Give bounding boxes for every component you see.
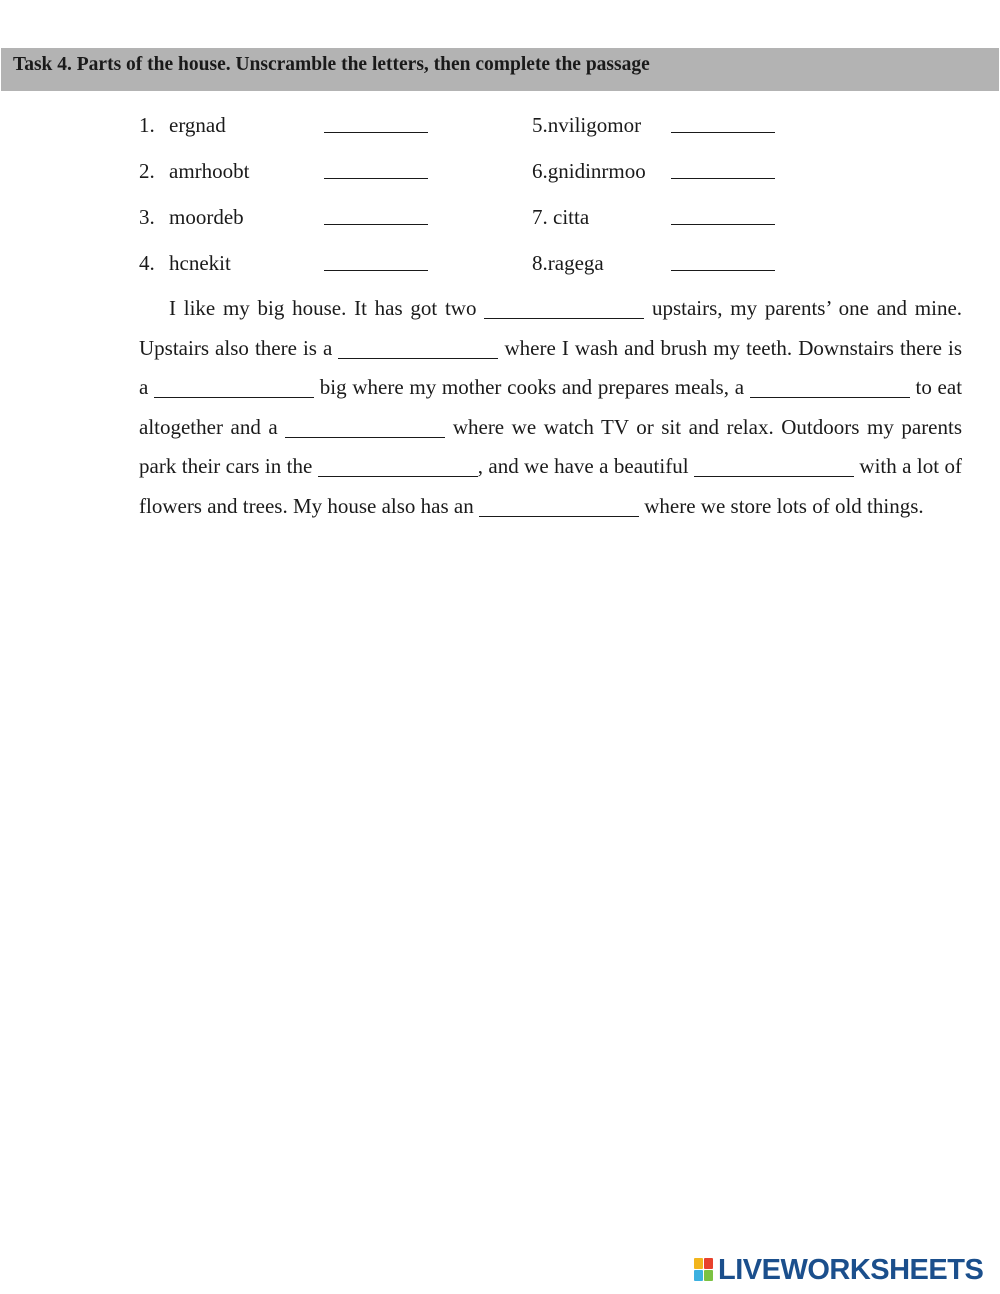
scrambled-word: amrhoobt xyxy=(169,159,250,183)
scrambled-word: moordeb xyxy=(169,205,244,229)
scrambled-word: ergnad xyxy=(169,113,226,137)
scrambled-word: 7. citta xyxy=(532,205,590,229)
answer-blank-8[interactable] xyxy=(671,250,775,271)
passage-blank-8[interactable] xyxy=(479,494,639,517)
passage-text: where I wash and brush my teeth. Downstairs there is a xyxy=(139,335,962,399)
word-item-1 xyxy=(139,110,459,140)
word-item-5 xyxy=(532,110,792,140)
passage-text: I like my big house. It has got two xyxy=(169,296,477,320)
word-item-6 xyxy=(532,156,792,186)
answer-blank-3[interactable] xyxy=(324,204,428,225)
mark-square xyxy=(694,1258,703,1269)
passage-text: big where my mother cooks and prepares meals, a xyxy=(319,375,745,399)
passage-text: with a lot of flowers and trees. My house also has an xyxy=(139,454,963,518)
passage-blank-2[interactable] xyxy=(338,336,498,359)
passage-text: upstairs, my parents’ one and mine. Upstairs also there is a xyxy=(139,296,963,360)
word-number: 3. xyxy=(139,205,155,229)
liveworksheets-mark-icon xyxy=(694,1258,714,1282)
word-item-8 xyxy=(532,248,792,278)
answer-blank-2[interactable] xyxy=(324,158,428,179)
answer-blank-7[interactable] xyxy=(671,204,775,225)
word-number: 4. xyxy=(139,251,155,275)
word-number: 2. xyxy=(139,159,155,183)
passage-blank-7[interactable] xyxy=(694,454,854,477)
passage-text: , and we have a beautiful xyxy=(477,454,689,478)
passage xyxy=(139,289,962,526)
scrambled-word: 6.gnidinrmoo xyxy=(532,159,646,183)
passage-blank-6[interactable] xyxy=(318,454,478,477)
word-item-7 xyxy=(532,202,792,232)
answer-blank-6[interactable] xyxy=(671,158,775,179)
task-title: Task 4. Parts of the house. Unscramble the letters, then complete the passage xyxy=(13,54,650,75)
passage-text: where we store lots of old things. xyxy=(644,493,924,518)
passage-blank-5[interactable] xyxy=(285,415,445,438)
word-item-3 xyxy=(139,202,459,232)
scrambled-word: 8.ragega xyxy=(532,251,604,275)
answer-blank-5[interactable] xyxy=(671,112,775,133)
word-item-4 xyxy=(139,248,459,278)
word-number: 1. xyxy=(139,113,155,137)
word-item-2 xyxy=(139,156,459,186)
answer-blank-1[interactable] xyxy=(324,112,428,133)
answer-blank-4[interactable] xyxy=(324,250,428,271)
passage-blank-4[interactable] xyxy=(750,375,910,398)
liveworksheets-logo xyxy=(694,1256,983,1284)
scrambled-word: 5.nviligomor xyxy=(532,113,642,137)
passage-blank-3[interactable] xyxy=(154,375,314,398)
task-header xyxy=(1,48,999,91)
passage-text: to eat altogether and a xyxy=(139,375,963,439)
mark-square xyxy=(694,1270,703,1281)
passage-blank-1[interactable] xyxy=(484,296,644,319)
mark-square xyxy=(704,1270,713,1281)
passage-text: where we watch TV or sit and relax. Outdoors my parents park their cars in the xyxy=(139,414,963,478)
mark-square xyxy=(704,1258,713,1269)
scrambled-word: hcnekit xyxy=(169,251,231,275)
brand-name: LIVEWORKSHEETS xyxy=(718,1254,984,1286)
